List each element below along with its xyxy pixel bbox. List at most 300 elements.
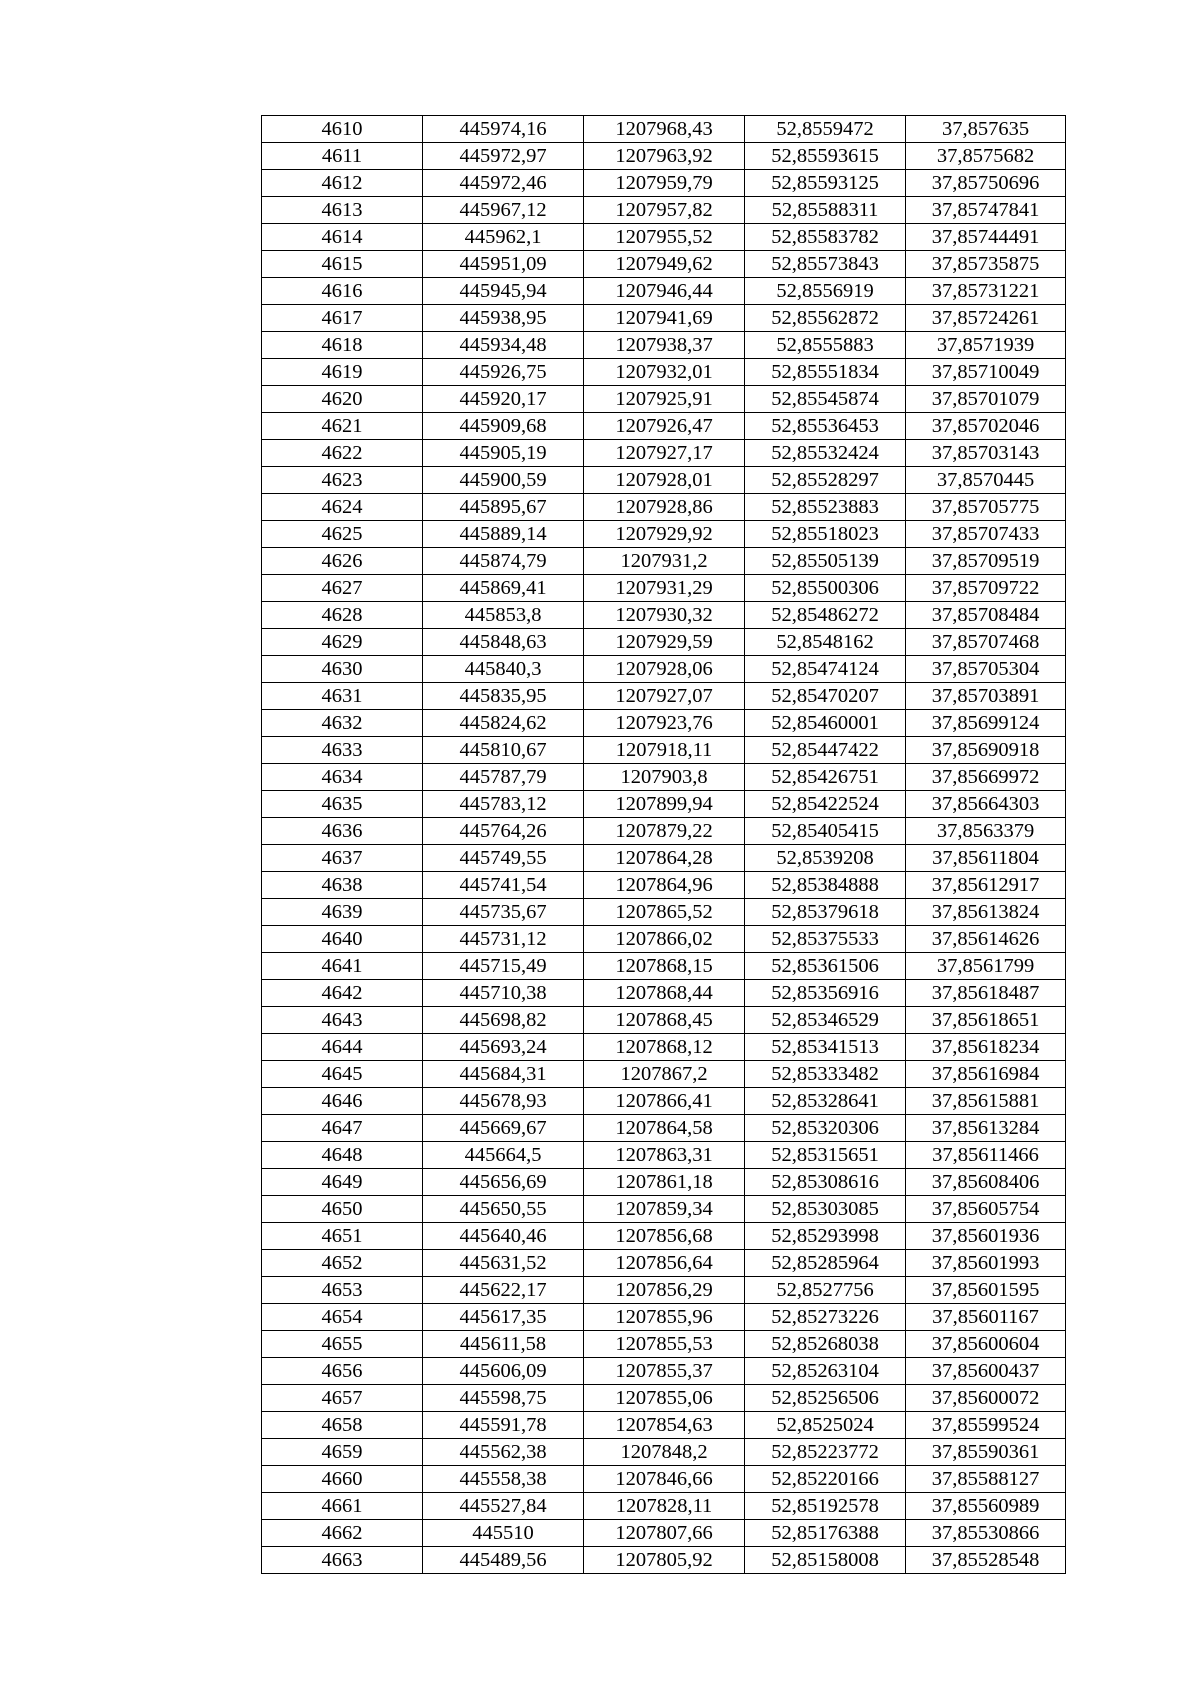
point-number-cell: 4640 <box>262 926 423 953</box>
x-coordinate-cell: 445938,95 <box>423 305 584 332</box>
x-coordinate-cell: 445853,8 <box>423 602 584 629</box>
y-coordinate-cell: 1207923,76 <box>584 710 745 737</box>
table-row <box>262 575 1066 602</box>
longitude-cell: 37,85690918 <box>906 737 1066 764</box>
point-number-cell: 4622 <box>262 440 423 467</box>
table-row <box>262 764 1066 791</box>
table-row <box>262 197 1066 224</box>
latitude-cell: 52,85285964 <box>745 1250 906 1277</box>
latitude-cell: 52,85447422 <box>745 737 906 764</box>
longitude-cell: 37,85615881 <box>906 1088 1066 1115</box>
table-row <box>262 170 1066 197</box>
y-coordinate-cell: 1207931,2 <box>584 548 745 575</box>
x-coordinate-cell: 445640,46 <box>423 1223 584 1250</box>
latitude-cell: 52,85593125 <box>745 170 906 197</box>
x-coordinate-cell: 445787,79 <box>423 764 584 791</box>
y-coordinate-cell: 1207864,28 <box>584 845 745 872</box>
table-row <box>262 1250 1066 1277</box>
table-row <box>262 1277 1066 1304</box>
y-coordinate-cell: 1207928,06 <box>584 656 745 683</box>
point-number-cell: 4645 <box>262 1061 423 1088</box>
x-coordinate-cell: 445558,38 <box>423 1466 584 1493</box>
latitude-cell: 52,85505139 <box>745 548 906 575</box>
point-number-cell: 4657 <box>262 1385 423 1412</box>
point-number-cell: 4663 <box>262 1547 423 1574</box>
table-row <box>262 1115 1066 1142</box>
latitude-cell: 52,85268038 <box>745 1331 906 1358</box>
point-number-cell: 4648 <box>262 1142 423 1169</box>
y-coordinate-cell: 1207929,92 <box>584 521 745 548</box>
x-coordinate-cell: 445972,97 <box>423 143 584 170</box>
table-row <box>262 818 1066 845</box>
x-coordinate-cell: 445951,09 <box>423 251 584 278</box>
latitude-cell: 52,8539208 <box>745 845 906 872</box>
longitude-cell: 37,857635 <box>906 116 1066 143</box>
x-coordinate-cell: 445678,93 <box>423 1088 584 1115</box>
latitude-cell: 52,8525024 <box>745 1412 906 1439</box>
table-row <box>262 332 1066 359</box>
y-coordinate-cell: 1207963,92 <box>584 143 745 170</box>
latitude-cell: 52,85315651 <box>745 1142 906 1169</box>
x-coordinate-cell: 445684,31 <box>423 1061 584 1088</box>
longitude-cell: 37,8575682 <box>906 143 1066 170</box>
longitude-cell: 37,85528548 <box>906 1547 1066 1574</box>
point-number-cell: 4661 <box>262 1493 423 1520</box>
latitude-cell: 52,85460001 <box>745 710 906 737</box>
y-coordinate-cell: 1207926,47 <box>584 413 745 440</box>
y-coordinate-cell: 1207918,11 <box>584 737 745 764</box>
table-row <box>262 791 1066 818</box>
point-number-cell: 4611 <box>262 143 423 170</box>
y-coordinate-cell: 1207855,37 <box>584 1358 745 1385</box>
longitude-cell: 37,85708484 <box>906 602 1066 629</box>
point-number-cell: 4637 <box>262 845 423 872</box>
latitude-cell: 52,85536453 <box>745 413 906 440</box>
latitude-cell: 52,85583782 <box>745 224 906 251</box>
point-number-cell: 4615 <box>262 251 423 278</box>
latitude-cell: 52,85422524 <box>745 791 906 818</box>
x-coordinate-cell: 445848,63 <box>423 629 584 656</box>
point-number-cell: 4649 <box>262 1169 423 1196</box>
latitude-cell: 52,85220166 <box>745 1466 906 1493</box>
y-coordinate-cell: 1207946,44 <box>584 278 745 305</box>
table-row <box>262 602 1066 629</box>
latitude-cell: 52,85500306 <box>745 575 906 602</box>
x-coordinate-cell: 445967,12 <box>423 197 584 224</box>
longitude-cell: 37,8563379 <box>906 818 1066 845</box>
x-coordinate-cell: 445974,16 <box>423 116 584 143</box>
x-coordinate-cell: 445895,67 <box>423 494 584 521</box>
point-number-cell: 4619 <box>262 359 423 386</box>
x-coordinate-cell: 445598,75 <box>423 1385 584 1412</box>
latitude-cell: 52,85303085 <box>745 1196 906 1223</box>
table-row <box>262 467 1066 494</box>
latitude-cell: 52,85356916 <box>745 980 906 1007</box>
x-coordinate-cell: 445611,58 <box>423 1331 584 1358</box>
point-number-cell: 4617 <box>262 305 423 332</box>
x-coordinate-cell: 445698,82 <box>423 1007 584 1034</box>
y-coordinate-cell: 1207868,44 <box>584 980 745 1007</box>
x-coordinate-cell: 445631,52 <box>423 1250 584 1277</box>
table-row <box>262 1331 1066 1358</box>
latitude-cell: 52,85532424 <box>745 440 906 467</box>
table-row <box>262 1196 1066 1223</box>
point-number-cell: 4644 <box>262 1034 423 1061</box>
point-number-cell: 4618 <box>262 332 423 359</box>
x-coordinate-cell: 445945,94 <box>423 278 584 305</box>
latitude-cell: 52,85405415 <box>745 818 906 845</box>
point-number-cell: 4650 <box>262 1196 423 1223</box>
latitude-cell: 52,85158008 <box>745 1547 906 1574</box>
table-row <box>262 1169 1066 1196</box>
x-coordinate-cell: 445920,17 <box>423 386 584 413</box>
x-coordinate-cell: 445835,95 <box>423 683 584 710</box>
y-coordinate-cell: 1207861,18 <box>584 1169 745 1196</box>
latitude-cell: 52,85379618 <box>745 899 906 926</box>
point-number-cell: 4655 <box>262 1331 423 1358</box>
y-coordinate-cell: 1207968,43 <box>584 116 745 143</box>
coordinates-table <box>261 115 1066 1574</box>
y-coordinate-cell: 1207865,52 <box>584 899 745 926</box>
longitude-cell: 37,85750696 <box>906 170 1066 197</box>
point-number-cell: 4620 <box>262 386 423 413</box>
x-coordinate-cell: 445962,1 <box>423 224 584 251</box>
y-coordinate-cell: 1207957,82 <box>584 197 745 224</box>
point-number-cell: 4629 <box>262 629 423 656</box>
x-coordinate-cell: 445749,55 <box>423 845 584 872</box>
latitude-cell: 52,85333482 <box>745 1061 906 1088</box>
point-number-cell: 4639 <box>262 899 423 926</box>
longitude-cell: 37,85600604 <box>906 1331 1066 1358</box>
point-number-cell: 4658 <box>262 1412 423 1439</box>
y-coordinate-cell: 1207856,64 <box>584 1250 745 1277</box>
point-number-cell: 4624 <box>262 494 423 521</box>
point-number-cell: 4642 <box>262 980 423 1007</box>
x-coordinate-cell: 445510 <box>423 1520 584 1547</box>
x-coordinate-cell: 445889,14 <box>423 521 584 548</box>
x-coordinate-cell: 445972,46 <box>423 170 584 197</box>
longitude-cell: 37,85709519 <box>906 548 1066 575</box>
table-row <box>262 1304 1066 1331</box>
x-coordinate-cell: 445934,48 <box>423 332 584 359</box>
longitude-cell: 37,85664303 <box>906 791 1066 818</box>
x-coordinate-cell: 445664,5 <box>423 1142 584 1169</box>
y-coordinate-cell: 1207855,53 <box>584 1331 745 1358</box>
x-coordinate-cell: 445562,38 <box>423 1439 584 1466</box>
y-coordinate-cell: 1207927,17 <box>584 440 745 467</box>
longitude-cell: 37,85707433 <box>906 521 1066 548</box>
table-row <box>262 440 1066 467</box>
longitude-cell: 37,85614626 <box>906 926 1066 953</box>
y-coordinate-cell: 1207925,91 <box>584 386 745 413</box>
y-coordinate-cell: 1207899,94 <box>584 791 745 818</box>
latitude-cell: 52,85223772 <box>745 1439 906 1466</box>
table-row <box>262 1088 1066 1115</box>
y-coordinate-cell: 1207807,66 <box>584 1520 745 1547</box>
x-coordinate-cell: 445905,19 <box>423 440 584 467</box>
x-coordinate-cell: 445606,09 <box>423 1358 584 1385</box>
point-number-cell: 4643 <box>262 1007 423 1034</box>
table-row <box>262 656 1066 683</box>
table-row <box>262 737 1066 764</box>
point-number-cell: 4612 <box>262 170 423 197</box>
latitude-cell: 52,85593615 <box>745 143 906 170</box>
longitude-cell: 37,85735875 <box>906 251 1066 278</box>
point-number-cell: 4660 <box>262 1466 423 1493</box>
point-number-cell: 4625 <box>262 521 423 548</box>
x-coordinate-cell: 445669,67 <box>423 1115 584 1142</box>
x-coordinate-cell: 445764,26 <box>423 818 584 845</box>
latitude-cell: 52,85384888 <box>745 872 906 899</box>
longitude-cell: 37,85701079 <box>906 386 1066 413</box>
longitude-cell: 37,85703143 <box>906 440 1066 467</box>
longitude-cell: 37,8571939 <box>906 332 1066 359</box>
point-number-cell: 4651 <box>262 1223 423 1250</box>
coordinates-table-body <box>262 116 1066 1574</box>
table-row <box>262 1520 1066 1547</box>
y-coordinate-cell: 1207868,45 <box>584 1007 745 1034</box>
y-coordinate-cell: 1207855,96 <box>584 1304 745 1331</box>
latitude-cell: 52,85523883 <box>745 494 906 521</box>
latitude-cell: 52,85518023 <box>745 521 906 548</box>
point-number-cell: 4638 <box>262 872 423 899</box>
x-coordinate-cell: 445735,67 <box>423 899 584 926</box>
longitude-cell: 37,85744491 <box>906 224 1066 251</box>
table-row <box>262 1385 1066 1412</box>
y-coordinate-cell: 1207854,63 <box>584 1412 745 1439</box>
x-coordinate-cell: 445617,35 <box>423 1304 584 1331</box>
point-number-cell: 4630 <box>262 656 423 683</box>
y-coordinate-cell: 1207867,2 <box>584 1061 745 1088</box>
y-coordinate-cell: 1207930,32 <box>584 602 745 629</box>
latitude-cell: 52,8559472 <box>745 116 906 143</box>
longitude-cell: 37,85618234 <box>906 1034 1066 1061</box>
table-row <box>262 980 1066 1007</box>
table-row <box>262 521 1066 548</box>
latitude-cell: 52,85375533 <box>745 926 906 953</box>
y-coordinate-cell: 1207805,92 <box>584 1547 745 1574</box>
longitude-cell: 37,85560989 <box>906 1493 1066 1520</box>
point-number-cell: 4616 <box>262 278 423 305</box>
latitude-cell: 52,85263104 <box>745 1358 906 1385</box>
longitude-cell: 37,85705775 <box>906 494 1066 521</box>
x-coordinate-cell: 445926,75 <box>423 359 584 386</box>
point-number-cell: 4626 <box>262 548 423 575</box>
x-coordinate-cell: 445693,24 <box>423 1034 584 1061</box>
latitude-cell: 52,85192578 <box>745 1493 906 1520</box>
table-row <box>262 1439 1066 1466</box>
table-row <box>262 683 1066 710</box>
point-number-cell: 4634 <box>262 764 423 791</box>
table-row <box>262 1412 1066 1439</box>
latitude-cell: 52,8556919 <box>745 278 906 305</box>
point-number-cell: 4647 <box>262 1115 423 1142</box>
longitude-cell: 37,85618487 <box>906 980 1066 1007</box>
longitude-cell: 37,85611804 <box>906 845 1066 872</box>
point-number-cell: 4614 <box>262 224 423 251</box>
latitude-cell: 52,85474124 <box>745 656 906 683</box>
table-row <box>262 413 1066 440</box>
y-coordinate-cell: 1207864,96 <box>584 872 745 899</box>
table-row <box>262 548 1066 575</box>
longitude-cell: 37,85613824 <box>906 899 1066 926</box>
latitude-cell: 52,85361506 <box>745 953 906 980</box>
y-coordinate-cell: 1207855,06 <box>584 1385 745 1412</box>
latitude-cell: 52,85341513 <box>745 1034 906 1061</box>
longitude-cell: 37,85600072 <box>906 1385 1066 1412</box>
longitude-cell: 37,85709722 <box>906 575 1066 602</box>
table-row <box>262 629 1066 656</box>
longitude-cell: 37,85669972 <box>906 764 1066 791</box>
y-coordinate-cell: 1207856,29 <box>584 1277 745 1304</box>
latitude-cell: 52,85545874 <box>745 386 906 413</box>
x-coordinate-cell: 445591,78 <box>423 1412 584 1439</box>
table-row <box>262 1358 1066 1385</box>
table-row <box>262 1466 1066 1493</box>
longitude-cell: 37,85705304 <box>906 656 1066 683</box>
point-number-cell: 4635 <box>262 791 423 818</box>
x-coordinate-cell: 445741,54 <box>423 872 584 899</box>
y-coordinate-cell: 1207868,12 <box>584 1034 745 1061</box>
table-row <box>262 1061 1066 1088</box>
longitude-cell: 37,85588127 <box>906 1466 1066 1493</box>
point-number-cell: 4662 <box>262 1520 423 1547</box>
table-row <box>262 359 1066 386</box>
y-coordinate-cell: 1207846,66 <box>584 1466 745 1493</box>
longitude-cell: 37,85710049 <box>906 359 1066 386</box>
table-row <box>262 251 1066 278</box>
y-coordinate-cell: 1207848,2 <box>584 1439 745 1466</box>
longitude-cell: 37,85613284 <box>906 1115 1066 1142</box>
longitude-cell: 37,85731221 <box>906 278 1066 305</box>
longitude-cell: 37,85601167 <box>906 1304 1066 1331</box>
longitude-cell: 37,85703891 <box>906 683 1066 710</box>
y-coordinate-cell: 1207828,11 <box>584 1493 745 1520</box>
table-row <box>262 953 1066 980</box>
table-row <box>262 494 1066 521</box>
table-row <box>262 926 1066 953</box>
y-coordinate-cell: 1207866,02 <box>584 926 745 953</box>
longitude-cell: 37,85611466 <box>906 1142 1066 1169</box>
x-coordinate-cell: 445489,56 <box>423 1547 584 1574</box>
longitude-cell: 37,85599524 <box>906 1412 1066 1439</box>
latitude-cell: 52,85320306 <box>745 1115 906 1142</box>
point-number-cell: 4641 <box>262 953 423 980</box>
y-coordinate-cell: 1207928,01 <box>584 467 745 494</box>
table-row <box>262 224 1066 251</box>
latitude-cell: 52,85528297 <box>745 467 906 494</box>
x-coordinate-cell: 445869,41 <box>423 575 584 602</box>
x-coordinate-cell: 445656,69 <box>423 1169 584 1196</box>
table-row <box>262 1493 1066 1520</box>
latitude-cell: 52,85573843 <box>745 251 906 278</box>
point-number-cell: 4610 <box>262 116 423 143</box>
longitude-cell: 37,85601936 <box>906 1223 1066 1250</box>
latitude-cell: 52,8555883 <box>745 332 906 359</box>
latitude-cell: 52,85486272 <box>745 602 906 629</box>
table-row <box>262 1142 1066 1169</box>
y-coordinate-cell: 1207927,07 <box>584 683 745 710</box>
x-coordinate-cell: 445900,59 <box>423 467 584 494</box>
point-number-cell: 4654 <box>262 1304 423 1331</box>
longitude-cell: 37,85724261 <box>906 305 1066 332</box>
y-coordinate-cell: 1207929,59 <box>584 629 745 656</box>
latitude-cell: 52,85328641 <box>745 1088 906 1115</box>
point-number-cell: 4652 <box>262 1250 423 1277</box>
point-number-cell: 4646 <box>262 1088 423 1115</box>
longitude-cell: 37,85605754 <box>906 1196 1066 1223</box>
x-coordinate-cell: 445909,68 <box>423 413 584 440</box>
y-coordinate-cell: 1207856,68 <box>584 1223 745 1250</box>
longitude-cell: 37,8561799 <box>906 953 1066 980</box>
y-coordinate-cell: 1207868,15 <box>584 953 745 980</box>
point-number-cell: 4623 <box>262 467 423 494</box>
latitude-cell: 52,85346529 <box>745 1007 906 1034</box>
x-coordinate-cell: 445783,12 <box>423 791 584 818</box>
y-coordinate-cell: 1207903,8 <box>584 764 745 791</box>
point-number-cell: 4613 <box>262 197 423 224</box>
longitude-cell: 37,8570445 <box>906 467 1066 494</box>
x-coordinate-cell: 445622,17 <box>423 1277 584 1304</box>
latitude-cell: 52,85562872 <box>745 305 906 332</box>
longitude-cell: 37,85707468 <box>906 629 1066 656</box>
x-coordinate-cell: 445731,12 <box>423 926 584 953</box>
latitude-cell: 52,85426751 <box>745 764 906 791</box>
x-coordinate-cell: 445874,79 <box>423 548 584 575</box>
point-number-cell: 4633 <box>262 737 423 764</box>
x-coordinate-cell: 445527,84 <box>423 1493 584 1520</box>
table-row <box>262 116 1066 143</box>
y-coordinate-cell: 1207955,52 <box>584 224 745 251</box>
y-coordinate-cell: 1207941,69 <box>584 305 745 332</box>
table-row <box>262 305 1066 332</box>
y-coordinate-cell: 1207863,31 <box>584 1142 745 1169</box>
longitude-cell: 37,85699124 <box>906 710 1066 737</box>
latitude-cell: 52,85273226 <box>745 1304 906 1331</box>
point-number-cell: 4621 <box>262 413 423 440</box>
y-coordinate-cell: 1207938,37 <box>584 332 745 359</box>
longitude-cell: 37,85618651 <box>906 1007 1066 1034</box>
table-row <box>262 872 1066 899</box>
latitude-cell: 52,85470207 <box>745 683 906 710</box>
table-row <box>262 386 1066 413</box>
latitude-cell: 52,85176388 <box>745 1520 906 1547</box>
point-number-cell: 4653 <box>262 1277 423 1304</box>
y-coordinate-cell: 1207931,29 <box>584 575 745 602</box>
longitude-cell: 37,85530866 <box>906 1520 1066 1547</box>
y-coordinate-cell: 1207859,34 <box>584 1196 745 1223</box>
table-row <box>262 710 1066 737</box>
latitude-cell: 52,85308616 <box>745 1169 906 1196</box>
longitude-cell: 37,85601993 <box>906 1250 1066 1277</box>
table-row <box>262 845 1066 872</box>
latitude-cell: 52,85293998 <box>745 1223 906 1250</box>
table-row <box>262 1547 1066 1574</box>
latitude-cell: 52,85551834 <box>745 359 906 386</box>
point-number-cell: 4656 <box>262 1358 423 1385</box>
longitude-cell: 37,85600437 <box>906 1358 1066 1385</box>
point-number-cell: 4636 <box>262 818 423 845</box>
table-row <box>262 278 1066 305</box>
y-coordinate-cell: 1207949,62 <box>584 251 745 278</box>
point-number-cell: 4659 <box>262 1439 423 1466</box>
x-coordinate-cell: 445810,67 <box>423 737 584 764</box>
x-coordinate-cell: 445840,3 <box>423 656 584 683</box>
x-coordinate-cell: 445650,55 <box>423 1196 584 1223</box>
latitude-cell: 52,8548162 <box>745 629 906 656</box>
x-coordinate-cell: 445715,49 <box>423 953 584 980</box>
x-coordinate-cell: 445824,62 <box>423 710 584 737</box>
